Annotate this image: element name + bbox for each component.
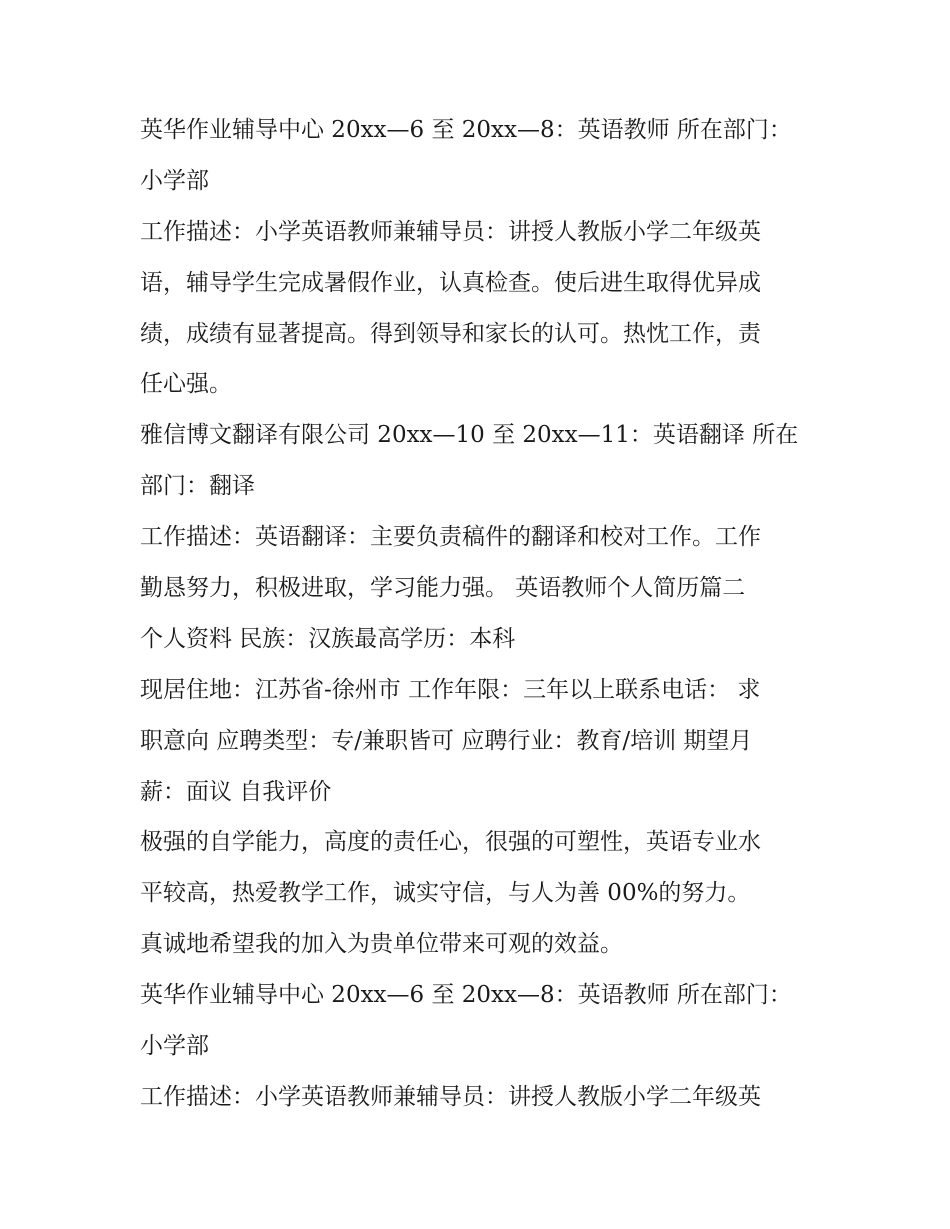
text-line-personal-info: 个人资料 民族：汉族最高学历：本科 (140, 625, 516, 652)
text-line-description-1: 工作描述：小学英语教师兼辅导员：讲授人教版小学二年级英 (140, 218, 761, 245)
text-line-self-evaluation-cont: 平较高，热爱教学工作，诚实守信，与人为善 00%的努力。 (140, 880, 751, 907)
document-body (140, 105, 820, 1123)
text-line-job-intention: 职意向 应聘类型：专/兼职皆可 应聘行业：教育/培训 期望月 (140, 727, 753, 754)
text-line-description-1-end: 任心强。 (140, 371, 232, 398)
text-line-employer-3: 英华作业辅导中心 20xx—6 至 20xx—8：英语教师 所在部门： (140, 982, 792, 1009)
text-line-salary: 薪：面议 自我评价 (140, 778, 332, 805)
text-line-department-3: 小学部 (140, 1033, 209, 1060)
text-line-description-1-cont: 绩，成绩有显著提高。得到领导和家长的认可。热忱工作，责 (140, 320, 761, 347)
text-line-description-3: 工作描述：小学英语教师兼辅导员：讲授人教版小学二年级英 (140, 1083, 761, 1110)
text-line-employer-1: 英华作业辅导中心 20xx—6 至 20xx—8：英语教师 所在部门： (140, 117, 792, 143)
text-line-self-evaluation-end: 真诚地希望我的加入为贵单位带来可观的效益。 (140, 931, 623, 958)
text-line-description-1-cont: 语，辅导学生完成暑假作业，认真检查。使后进生取得优异成 (140, 269, 761, 296)
text-line-self-evaluation: 极强的自学能力，高度的责任心，很强的可塑性，英语专业水 (140, 829, 761, 856)
text-line-description-2-end: 勤恳努力，积极进取，学习能力强。 英语教师个人简历篇二 (140, 575, 746, 602)
text-line-description-2: 工作描述：英语翻译：主要负责稿件的翻译和校对工作。工作 (140, 524, 761, 551)
text-line-employer-2: 雅信博文翻译有限公司 20xx—10 至 20xx—11：英语翻译 所在 (140, 422, 799, 449)
text-line-department-2: 部门：翻译 (140, 473, 255, 500)
text-line-residence: 现居住地：江苏省-徐州市 工作年限：三年以上联系电话： 求 (140, 676, 761, 703)
text-line-department-1: 小学部 (140, 167, 209, 194)
